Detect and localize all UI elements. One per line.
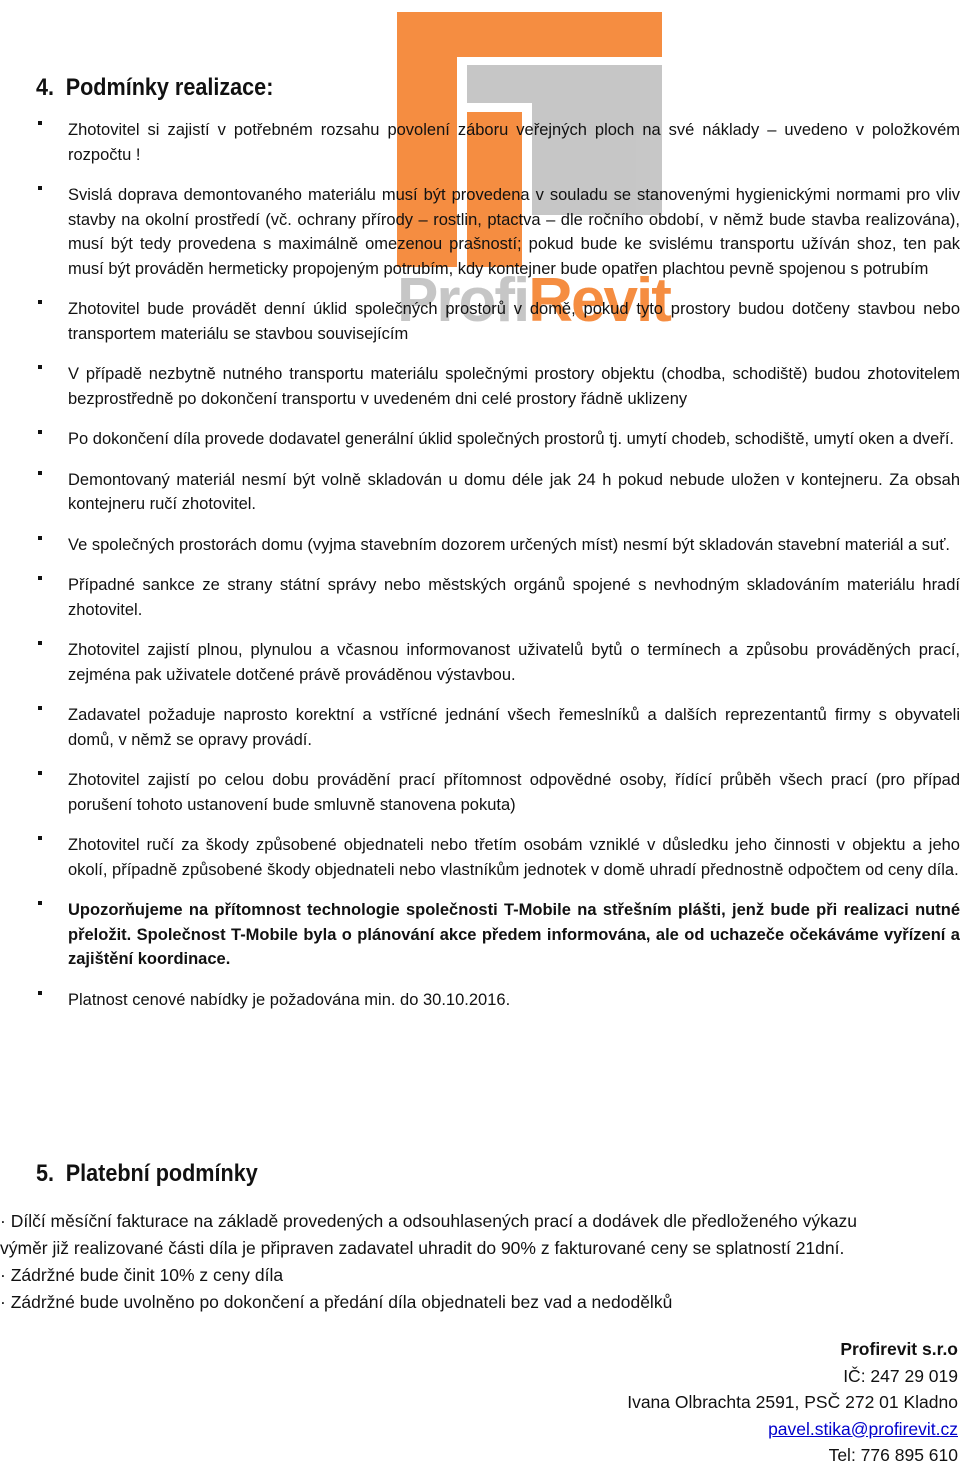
bullet-square-icon: [38, 471, 42, 475]
email-link[interactable]: pavel.stika@profirevit.cz: [768, 1418, 958, 1439]
bullet-square-icon: [38, 365, 42, 369]
conditions-list: [36, 118, 960, 1028]
bullet-square-icon: [38, 536, 42, 540]
list-item: Zhotovitel si zajistí v potřebném rozsahu povolení záboru veřejných ploch na své náklady – uvedeno v položkovém rozpočtu !: [36, 118, 960, 167]
bullet-square-icon: [38, 836, 42, 840]
bullet-square-icon: [38, 991, 42, 995]
list-item: Případné sankce ze strany státní správy nebo městských orgánů spojené s nevhodným skladováním materiálu hradí zhotovitel.: [36, 573, 960, 622]
company-id: IČ: 247 29 019: [843, 1365, 958, 1386]
payment-line: · Zádržné bude činit 10% z ceny díla: [0, 1265, 284, 1285]
bullet-square-icon: [38, 771, 42, 775]
bullet-square-icon: [38, 300, 42, 304]
payment-line: výměr již realizované části díla je připraven zadavatel uhradit do 90% z fakturované ceny se splatností 21dní.: [0, 1238, 845, 1258]
bullet-square-icon: [38, 576, 42, 580]
bullet-square-icon: [38, 121, 42, 125]
list-item: Zhotovitel zajistí po celou dobu provádění prací přítomnost odpovědné osoby, řídící průběh všech prací (pro případ porušení tohoto ustanovení bude smluvně stanovena pokuta): [36, 768, 960, 817]
list-item: Zhotovitel ručí za škody způsobené objednateli nebo třetím osobám vzniklé v důsledku jeho činnosti v objektu a jeho okolí, případně způsobené škody objednateli nebo vlastníkům jednotek v domě uhradí přednostně odpočtem od ceny díla.: [36, 833, 960, 882]
list-item: Po dokončení díla provede dodavatel generální úklid společných prostorů tj. umytí chodeb, schodiště, umytí oken a dveří.: [36, 427, 960, 452]
list-item: Zadavatel požaduje naprosto korektní a vstřícné jednání všech řemeslníků a dalších reprezentantů firmy s obyvateli domů, v němž se opravy provádí.: [36, 703, 960, 752]
company-footer: [627, 1336, 958, 1469]
list-item: Ve společných prostorách domu (vyjma stavebním dozorem určených míst) nesmí být skladován stavební materiál a suť.: [36, 533, 960, 558]
bullet-square-icon: [38, 186, 42, 190]
list-item: Zhotovitel bude provádět denní úklid společných prostorů v domě, pokud tyto prostory budou dotčeny stavbou nebo transportem materiálu se stavbou souvisejícím: [36, 297, 960, 346]
bullet-square-icon: [38, 641, 42, 645]
payment-line: · Zádržné bude uvolněno po dokončení a předání díla objednateli bez vad a nedodělků: [0, 1292, 673, 1312]
list-item: Svislá doprava demontovaného materiálu musí být provedena v souladu se stanovenými hygienickými normami pro vliv stavby na okolní prostředí (vč. ochrany přírody – rostlin, ptactva – dle ročního období, v němž bude stavba realizována), musí být tedy provedena s maximálně omezenou prašností; pokud bude ke svislému transportu užíván shoz, ten pak musí být prováděn hermeticky propojeným potrubím, kdy kontejner bude opatřen plachtou pevně spojenou s potrubím: [36, 183, 960, 281]
company-name: Profirevit s.r.o: [840, 1339, 958, 1359]
section-4-heading: 4. Podmínky realizace:: [36, 74, 274, 101]
list-item: V případě nezbytně nutného transportu materiálu společnými prostory objektu (chodba, schodiště) budou zhotovitelem bezprostředně po dokončení transportu v uvedeném dni celé prostory řádně uklizeny: [36, 362, 960, 411]
payment-terms: [0, 1208, 930, 1316]
bullet-square-icon: [38, 901, 42, 905]
list-item: Demontovaný materiál nesmí být volně skladován u domu déle jak 24 h pokud nebude uložen v kontejneru. Za obsah kontejneru ručí zhotovitel.: [36, 468, 960, 517]
bullet-square-icon: [38, 706, 42, 710]
company-address: Ivana Olbrachta 2591, PSČ 272 01 Kladno: [627, 1392, 958, 1412]
watermark-text: ProfiRevit: [397, 266, 670, 335]
list-item-tmobile-notice: Upozorňujeme na přítomnost technologie společnosti T-Mobile na střešním plášti, jenž bude při realizaci nutné přeložit. Společnost T-Mobile byla o plánování akce předem informována, ale od uchazeče očekáváme vyřízení a zajištění koordinace.: [36, 898, 960, 972]
list-item: Platnost cenové nabídky je požadována min. do 30.10.2016.: [36, 988, 960, 1013]
company-phone: Tel: 776 895 610: [828, 1445, 958, 1465]
list-item: Zhotovitel zajistí plnou, plynulou a včasnou informovanost uživatelů bytů o termínech a způsobu prováděných prací, zejména pak uživatele dotčené právě prováděnou výstavbou.: [36, 638, 960, 687]
section-5-heading: 5. Platební podmínky: [36, 1160, 258, 1187]
payment-line: · Dílčí měsíční fakturace na základě provedených a odsouhlasených prací a dodávek dle předloženého výkazu: [0, 1211, 858, 1231]
bullet-square-icon: [38, 430, 42, 434]
